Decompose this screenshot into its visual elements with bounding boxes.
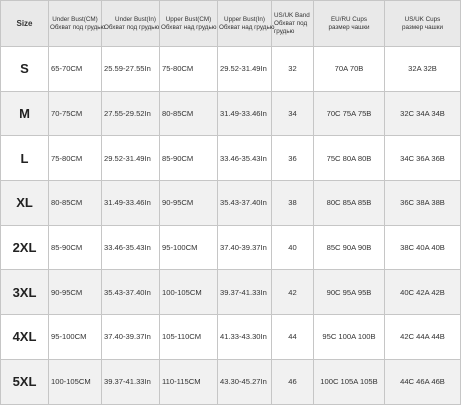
- header-line: Under Bust(In): [115, 15, 156, 23]
- upper-bust-cm-cell: 105-110CM: [160, 315, 218, 360]
- table-body: [1, 47, 461, 405]
- under-bust-cm-cell: 65-70CM: [49, 47, 102, 92]
- under-bust-in-cell: 35.43-37.40In: [102, 270, 160, 315]
- table-row: [1, 270, 461, 315]
- band-cell: 40: [272, 225, 314, 270]
- header-line: US/UK Cups: [404, 15, 441, 23]
- size-cell: 2XL: [1, 225, 49, 270]
- upper-bust-cm-cell: 75-80CM: [160, 47, 218, 92]
- eu-cups-cell: 70A 70B: [314, 47, 385, 92]
- under-bust-in-cell: 37.40-39.37In: [102, 315, 160, 360]
- header-row: [1, 1, 461, 47]
- eu-cups-cell: 70C 75A 75B: [314, 91, 385, 136]
- under-bust-in-cell: 33.46-35.43In: [102, 225, 160, 270]
- band-cell: 46: [272, 359, 314, 404]
- header-line: Upper Bust(CM): [165, 15, 212, 23]
- size-cell: 5XL: [1, 359, 49, 404]
- header-line: Обхват над грудью: [219, 23, 275, 31]
- header-us-cups: [385, 1, 461, 47]
- under-bust-cm-cell: 85-90CM: [49, 225, 102, 270]
- header-line: Upper Bust(In): [224, 15, 265, 23]
- upper-bust-cm-cell: 90-95CM: [160, 181, 218, 226]
- header-size: Size: [1, 1, 49, 47]
- under-bust-in-cell: 31.49-33.46In: [102, 181, 160, 226]
- us-cups-cell: 32A 32B: [385, 47, 461, 92]
- upper-bust-in-cell: 29.52-31.49In: [218, 47, 272, 92]
- under-bust-cm-cell: 80-85CM: [49, 181, 102, 226]
- header-line: EU/RU Cups: [330, 15, 368, 23]
- us-cups-cell: 34C 36A 36B: [385, 136, 461, 181]
- us-cups-cell: 38C 40A 40B: [385, 225, 461, 270]
- table-row: [1, 315, 461, 360]
- header-line: размер чашки: [401, 23, 443, 31]
- header-upper-bust-cm: [160, 1, 218, 47]
- upper-bust-in-cell: 43.30-45.27In: [218, 359, 272, 404]
- header-upper-bust-in: [218, 1, 275, 47]
- upper-bust-in-cell: 37.40-39.37In: [218, 225, 272, 270]
- table-row: [1, 47, 461, 92]
- header-eu-cups: [314, 1, 385, 47]
- upper-bust-cm-cell: 80-85CM: [160, 91, 218, 136]
- header-line: Обхват под грудью: [104, 23, 160, 31]
- upper-bust-cm-cell: 95-100CM: [160, 225, 218, 270]
- table-row: [1, 181, 461, 226]
- size-cell: XL: [1, 181, 49, 226]
- eu-cups-cell: 100C 105A 105B: [314, 359, 385, 404]
- band-cell: 42: [272, 270, 314, 315]
- header-line: размер чашки: [328, 23, 370, 31]
- upper-bust-in-cell: 31.49-33.46In: [218, 91, 272, 136]
- upper-bust-in-cell: 41.33-43.30In: [218, 315, 272, 360]
- under-bust-cm-cell: 70-75CM: [49, 91, 102, 136]
- size-cell: 4XL: [1, 315, 49, 360]
- under-bust-in-cell: 27.55-29.52In: [102, 91, 160, 136]
- header-band: [272, 1, 314, 47]
- under-bust-in-cell: 29.52-31.49In: [102, 136, 160, 181]
- eu-cups-cell: 95C 100A 100B: [314, 315, 385, 360]
- under-bust-in-cell: 39.37-41.33In: [102, 359, 160, 404]
- size-cell: S: [1, 47, 49, 92]
- band-cell: 38: [272, 181, 314, 226]
- under-bust-cm-cell: 100-105CM: [49, 359, 102, 404]
- under-bust-cm-cell: 90-95CM: [49, 270, 102, 315]
- table-row: [1, 136, 461, 181]
- header-line: грудью: [274, 27, 295, 35]
- table-header: [1, 1, 461, 47]
- upper-bust-in-cell: 33.46-35.43In: [218, 136, 272, 181]
- under-bust-cm-cell: 75-80CM: [49, 136, 102, 181]
- table-row: [1, 359, 461, 404]
- band-cell: 32: [272, 47, 314, 92]
- upper-bust-cm-cell: 110-115CM: [160, 359, 218, 404]
- band-cell: 36: [272, 136, 314, 181]
- size-cell: 3XL: [1, 270, 49, 315]
- size-cell: M: [1, 91, 49, 136]
- header-under-bust-cm: [49, 1, 106, 47]
- band-cell: 34: [272, 91, 314, 136]
- eu-cups-cell: 85C 90A 90B: [314, 225, 385, 270]
- us-cups-cell: 44C 46A 46B: [385, 359, 461, 404]
- eu-cups-cell: 75C 80A 80B: [314, 136, 385, 181]
- us-cups-cell: 36C 38A 38B: [385, 181, 461, 226]
- us-cups-cell: 40C 42A 42B: [385, 270, 461, 315]
- header-line: Under Bust(CM): [52, 15, 98, 23]
- under-bust-cm-cell: 95-100CM: [49, 315, 102, 360]
- table-row: [1, 91, 461, 136]
- upper-bust-cm-cell: 85-90CM: [160, 136, 218, 181]
- header-line: Обхват над грудью: [161, 23, 217, 31]
- under-bust-in-cell: 25.59-27.55In: [102, 47, 160, 92]
- upper-bust-cm-cell: 100-105CM: [160, 270, 218, 315]
- header-line: Обхват под грудью: [50, 23, 106, 31]
- header-under-bust-in: [102, 1, 160, 47]
- upper-bust-in-cell: 39.37-41.33In: [218, 270, 272, 315]
- band-cell: 44: [272, 315, 314, 360]
- size-cell: L: [1, 136, 49, 181]
- eu-cups-cell: 80C 85A 85B: [314, 181, 385, 226]
- eu-cups-cell: 90C 95A 95B: [314, 270, 385, 315]
- header-line: US/UK Band: [274, 11, 310, 19]
- table-row: [1, 225, 461, 270]
- header-line: Обхват под: [274, 19, 308, 27]
- upper-bust-in-cell: 35.43-37.40In: [218, 181, 272, 226]
- us-cups-cell: 32C 34A 34B: [385, 91, 461, 136]
- us-cups-cell: 42C 44A 44B: [385, 315, 461, 360]
